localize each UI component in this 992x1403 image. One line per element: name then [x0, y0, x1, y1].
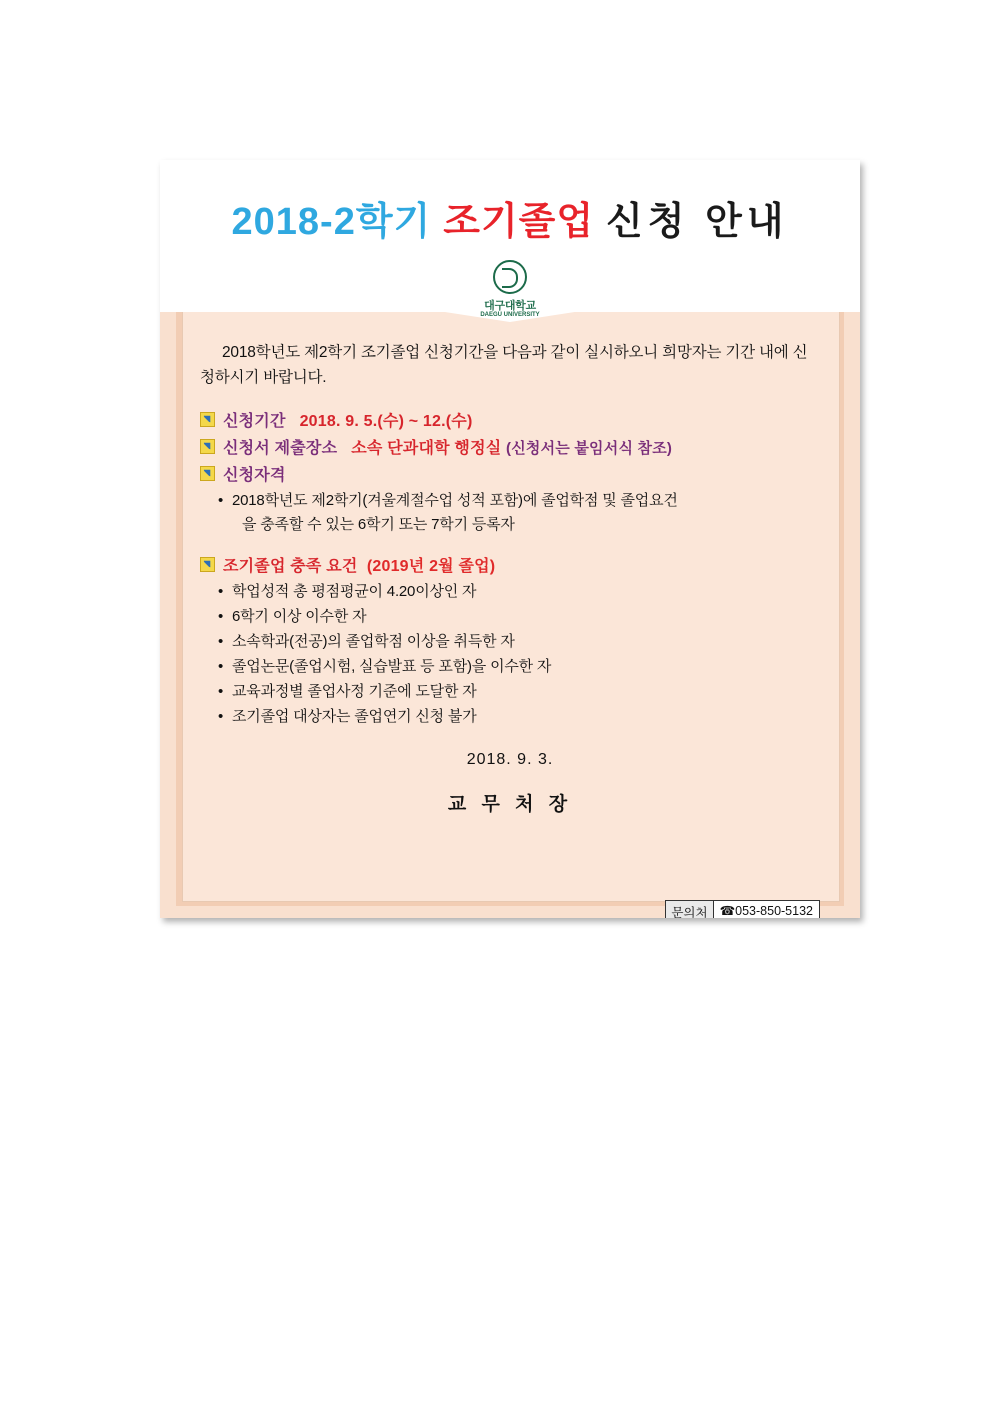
list-item [218, 680, 820, 704]
section-2-value: 소속 단과대학 행정실 [351, 440, 502, 458]
requirement-5: 교육과정별 졸업사정 기준에 도달한 자 [232, 683, 477, 701]
list-item [218, 705, 820, 729]
requirement-2: 6학기 이상 이수한 자 [232, 608, 367, 626]
signature-office: 교 무 처 장 [447, 794, 573, 816]
section-1-label: 신청기간 [223, 413, 286, 431]
telephone-icon: ☎ [719, 904, 736, 918]
list-item [218, 489, 820, 537]
section-4-note: (2019년 2월 졸업) [366, 558, 496, 576]
arrow-bullet-icon [200, 439, 215, 454]
arrow-bullet-icon [200, 412, 215, 427]
section-2-note: (신청서는 붙임서식 참조) [506, 440, 673, 458]
arrow-bullet-icon [200, 557, 215, 572]
list-item [218, 630, 820, 654]
university-logo [160, 260, 860, 318]
section-1-value: 2018. 9. 5.(수) ~ 12.(수) [299, 413, 473, 431]
section-submission-place [200, 435, 820, 458]
eligibility-line-1: 2018학년도 제2학기(겨울계절수업 성적 포함)에 졸업학점 및 졸업요건 [232, 492, 678, 510]
contact-box [665, 900, 820, 918]
logo-name-en: DAEGU UNIVERSITY [480, 312, 540, 319]
requirement-1: 학업성적 총 평점평균이 4.20이상인 자 [232, 583, 477, 601]
section-1-text [223, 408, 472, 431]
requirement-4: 졸업논문(졸업시험, 실습발표 등 포함)을 이수한 자 [232, 658, 552, 676]
daegu-university-emblem-icon [493, 260, 527, 294]
logo-name-ko: 대구대학교 [484, 300, 536, 312]
issue-date: 2018. 9. 3. [466, 751, 554, 769]
section-requirements [200, 553, 820, 576]
contact-phone-number: 053-850-5132 [735, 904, 813, 918]
section-4-label: 조기졸업 충족 요건 [223, 558, 358, 576]
title-semester: 2018-2학기 [231, 201, 432, 243]
list-item [218, 655, 820, 679]
section-4-text [223, 553, 495, 576]
section-2-label: 신청서 제출장소 [223, 440, 338, 458]
page-title [160, 190, 860, 245]
eligibility-line-2: 을 충족할 수 있는 6학기 또는 7학기 등록자 [242, 516, 515, 534]
list-item [218, 580, 820, 604]
title-suffix: 신청 안내 [606, 201, 789, 243]
section-application-period [200, 408, 820, 431]
requirements-list [200, 580, 820, 729]
title-keyword: 조기졸업 [443, 201, 595, 243]
contact-phone [714, 901, 819, 918]
poster-container [160, 160, 860, 918]
intro-paragraph: 2018학년도 제2학기 조기졸업 신청기간을 다음과 같이 실시하오니 희망자는 기간 내에 신청하시기 바랍니다. [200, 344, 808, 387]
section-2-text [223, 435, 672, 458]
eligibility-list [200, 489, 820, 537]
list-item [218, 605, 820, 629]
arrow-bullet-icon [200, 466, 215, 481]
section-3-label: 신청자격 [223, 467, 286, 485]
requirement-3: 소속학과(전공)의 졸업학점 이상을 취득한 자 [232, 633, 515, 651]
poster-content [200, 340, 820, 918]
contact-label: 문의처 [666, 901, 713, 918]
requirement-6: 조기졸업 대상자는 졸업연기 신청 불가 [232, 708, 477, 726]
section-eligibility [200, 462, 820, 485]
